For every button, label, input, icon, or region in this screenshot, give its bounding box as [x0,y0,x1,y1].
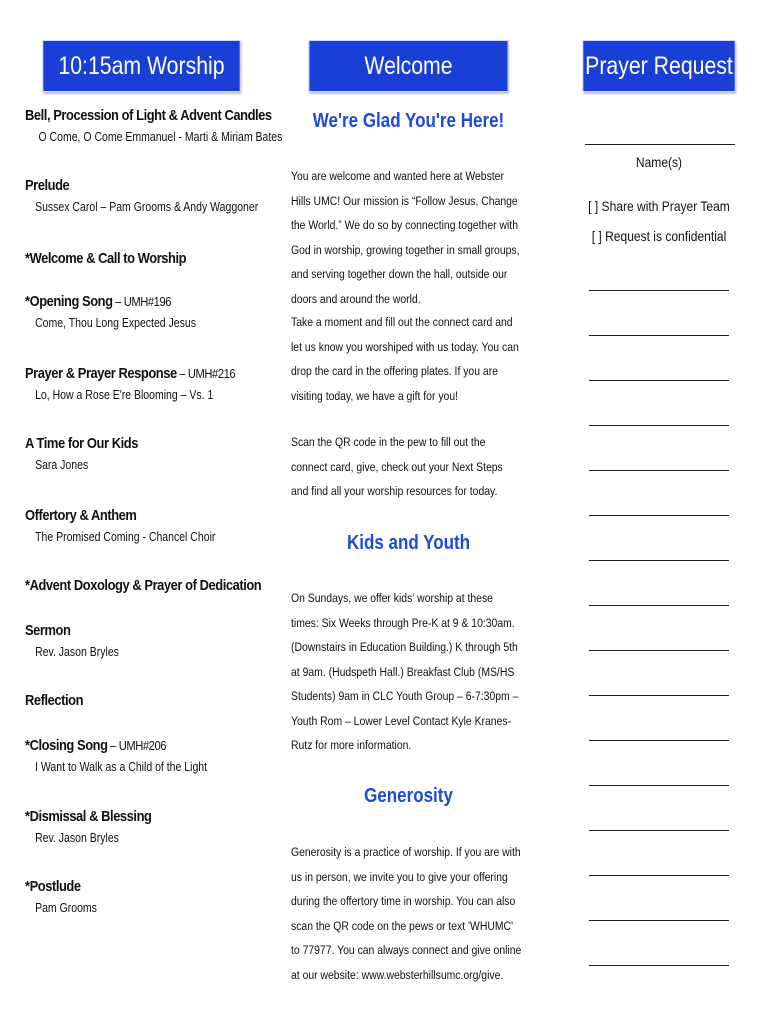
kids-heading: Kids and Youth [346,532,471,554]
request-line[interactable] [589,605,729,606]
worship-item-name: Prayer & Prayer Response [25,365,177,382]
worship-item [25,577,265,594]
worship-item [25,177,265,214]
worship-item-title [25,293,231,310]
worship-item [25,878,265,915]
worship-item-detail: Pam Grooms [35,901,97,915]
request-line[interactable] [589,470,729,471]
generosity-paragraph: Generosity is a practice of worship. If you are with us in person, we invite you to give your offering during the offertory time in worship. You can also scan the QR code on the pews or text 'WHUMC' to 77977. You can always connect and give online at our website: www.websterhillsumc.org/give. [291,845,522,982]
prayer-column [569,40,749,244]
request-line[interactable] [589,785,729,786]
worship-item-detail: Rev. Jason Bryles [35,831,119,845]
worship-item [25,692,265,709]
worship-item-title [25,622,231,639]
worship-item-name: Reflection [25,692,84,709]
worship-item-detail: Sussex Carol – Pam Grooms & Andy Waggoner [35,200,259,214]
hymn-reference: – UMH#196 [112,294,172,309]
kids-paragraph: On Sundays, we offer kids' worship at these times: Six Weeks through Pre-K at 9 & 10:30am. (Downstairs in Education Building.) K through 5th at 9am. (Hudspeth Hall.) Breakfast Club (MS/HS Students) 9am in CLC Youth Group – 6-7:30pm – Youth Rom – Lower Level Contact Kyle Kranes-Rutz for more information. [291,591,519,752]
worship-item-title [25,365,236,382]
worship-item-name: A Time for Our Kids [25,435,138,452]
share-option[interactable]: [ ] Share with Prayer Team [588,198,730,214]
worship-item-title [25,107,272,124]
request-line[interactable] [589,425,729,426]
request-line[interactable] [589,740,729,741]
worship-item-name: Offertory & Anthem [25,507,137,524]
worship-item-title [25,507,231,524]
worship-item-detail: Lo, How a Rose E're Blooming – Vs. 1 [35,388,214,402]
worship-item-name: *Opening Song [25,293,113,310]
worship-item-title [25,250,231,267]
request-line[interactable] [589,515,729,516]
worship-column [25,40,283,915]
worship-item [25,808,265,845]
worship-item [25,507,265,544]
request-line[interactable] [589,830,729,831]
worship-item-name: *Postlude [25,878,81,895]
prayer-header: Prayer Request [583,40,736,92]
request-line[interactable] [589,965,729,966]
request-line[interactable] [589,560,729,561]
worship-item-detail: I Want to Walk as a Child of the Light [35,760,208,774]
connect-card-paragraph: Take a moment and fill out the connect card and let us know you worshiped with us today. You can drop the card in the offering plates. If you are visiting today, we have a gift for you! [291,315,519,403]
request-line[interactable] [589,695,729,696]
request-line[interactable] [589,920,729,921]
hymn-reference: – UMH#216 [176,366,236,381]
worship-item-name: Bell, Procession of Light & Advent Candles [25,107,272,124]
worship-item-detail: Come, Thou Long Expected Jesus [35,316,196,330]
worship-item [25,107,283,144]
worship-item-name: *Dismissal & Blessing [25,808,152,825]
worship-item-title [25,737,231,754]
glad-heading: We're Glad You're Here! [312,110,505,132]
welcome-column [291,40,526,982]
request-line[interactable] [589,335,729,336]
hymn-reference: – UMH#206 [107,738,167,753]
request-line[interactable] [589,290,729,291]
worship-item-title [25,878,231,895]
worship-item-title [25,177,231,194]
worship-item [25,737,265,774]
worship-item [25,365,265,402]
worship-item-name: *Advent Doxology & Prayer of Dedication [25,577,262,594]
worship-item [25,250,265,267]
worship-item-title [25,692,231,709]
request-line[interactable] [589,380,729,381]
worship-item-title [25,435,231,452]
worship-item-name: Sermon [25,622,71,639]
generosity-heading: Generosity [364,785,453,807]
confidential-option[interactable]: [ ] Request is confidential [591,228,727,244]
worship-item-detail: The Promised Coming - Chancel Choir [35,530,216,544]
qr-paragraph: Scan the QR code in the pew to fill out the connect card, give, check out your Next Steps and find all your worship resources for today. [291,435,503,498]
worship-item-detail: Rev. Jason Bryles [35,645,119,659]
worship-item [25,435,265,472]
name-line[interactable] [585,144,735,145]
worship-item-title [25,808,231,825]
worship-item-title [25,577,262,594]
worship-item-detail: Sara Jones [35,458,89,472]
welcome-paragraph: You are welcome and wanted here at Webster Hills UMC! Our mission is “Follow Jesus, Change the World.” We do so by connecting together with God in worship, growing together in small groups, and serving together down the hall, outside our doors and around the world. [291,169,520,306]
request-line[interactable] [589,650,729,651]
worship-item-name: *Welcome & Call to Worship [25,250,187,267]
worship-item-name: Prelude [25,177,70,194]
request-line[interactable] [589,875,729,876]
worship-item [25,293,265,330]
worship-item [25,622,265,659]
welcome-header: Welcome [309,40,509,92]
worship-item-detail: O Come, O Come Emmanuel - Marti & Miriam Bates [38,130,283,144]
worship-header: 10:15am Worship [42,40,240,92]
names-label: Name(s) [635,154,683,170]
worship-item-name: *Closing Song [25,737,108,754]
